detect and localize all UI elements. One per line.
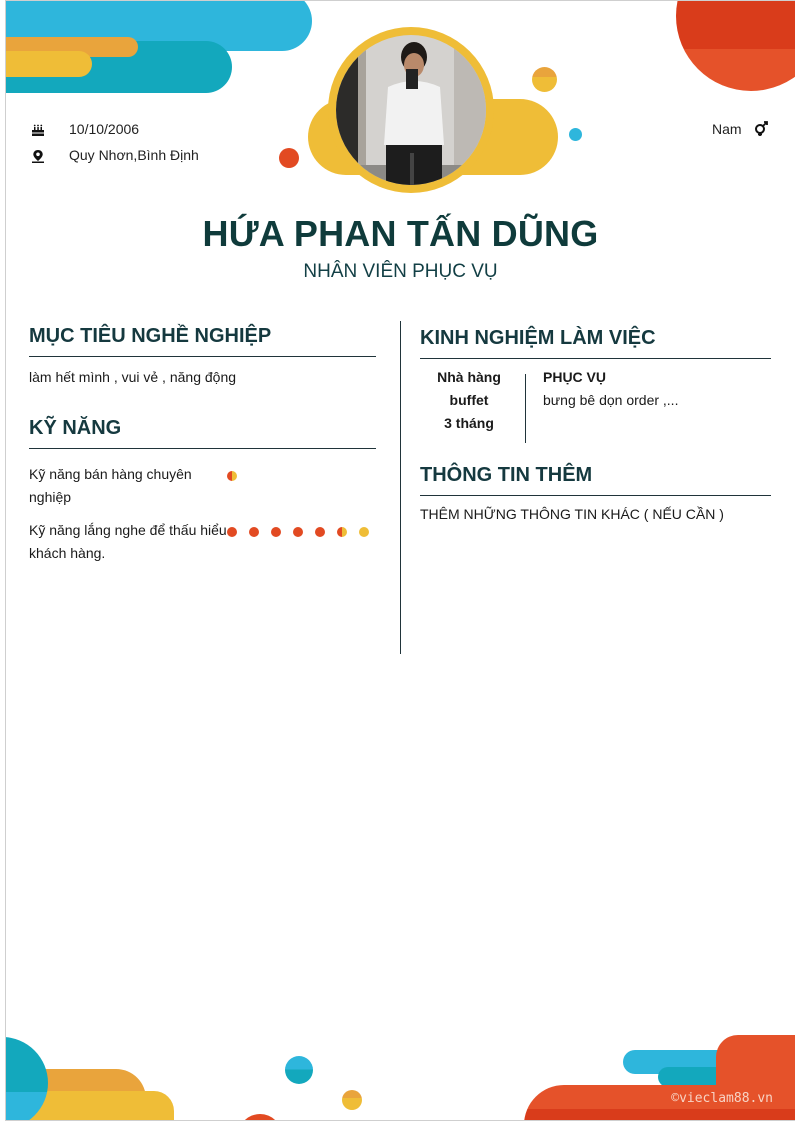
decor-top-left-yellow (5, 51, 92, 77)
skill-dot (337, 471, 347, 481)
skill-dot (249, 471, 259, 481)
decor-bottom-half-red (238, 1114, 282, 1121)
candidate-name: HỨA PHAN TẤN DŨNG (202, 213, 599, 254)
map-pin-icon (30, 148, 46, 164)
skill-dot (227, 527, 237, 537)
decor-dot-red (279, 148, 299, 168)
skill-rating (227, 471, 369, 481)
skill-dot (315, 471, 325, 481)
skill-dot (359, 471, 369, 481)
skills-heading: KỸ NĂNG (29, 417, 122, 439)
experience-rule (420, 358, 771, 359)
objective-text: làm hết mình , vui vẻ , năng động (29, 369, 237, 385)
experience-divider (525, 374, 526, 443)
skill-name-line: Kỹ năng lắng nghe để thấu hiểu (29, 522, 227, 538)
experience-description: bưng bê dọn order ,... (543, 392, 679, 408)
skill-name (29, 463, 224, 509)
extra-info-text: THÊM NHỮNG THÔNG TIN KHÁC ( NẾU CẦN ) (420, 506, 724, 522)
extra-info-rule (420, 495, 771, 496)
decor-dot-yellow (532, 67, 557, 92)
watermark: ©vieclam88.vn (671, 1091, 773, 1106)
experience-position: PHỤC VỤ (543, 369, 607, 385)
location-text: Quy Nhơn,Bình Định (69, 147, 199, 163)
experience-heading: KINH NGHIỆM LÀM VIỆC (420, 327, 656, 349)
skill-name-line: nghiệp (29, 489, 72, 505)
cv-page (5, 0, 795, 1121)
company-name-line: buffet (449, 392, 489, 408)
skill-dot (293, 527, 303, 537)
decor-top-right-circle (676, 0, 795, 91)
column-divider (400, 321, 401, 654)
gender-icon (753, 121, 769, 137)
objective-rule (29, 356, 376, 357)
extra-info-heading: THÔNG TIN THÊM (420, 464, 593, 486)
decor-bottom-left-yellow (26, 1091, 174, 1121)
cake-icon (30, 122, 46, 138)
skill-name-line: Kỹ năng bán hàng chuyên (29, 466, 192, 482)
decor-dot-cyan (569, 128, 582, 141)
avatar-photo (336, 35, 486, 185)
company-name-line: Nhà hàng (437, 369, 501, 385)
skill-name-line: khách hàng. (29, 545, 106, 561)
objective-heading: MỤC TIÊU NGHỀ NGHIỆP (29, 325, 272, 347)
skill-dot (227, 471, 237, 481)
skill-name (29, 519, 229, 565)
experience-meta (420, 366, 518, 435)
skills-rule (29, 448, 376, 449)
skill-dot (293, 471, 303, 481)
skill-dot (271, 527, 281, 537)
skill-rating (227, 527, 369, 537)
skill-dot (337, 527, 347, 537)
skill-dot (271, 471, 281, 481)
job-title: NHÂN VIÊN PHỤC VỤ (303, 261, 498, 282)
gender-text: Nam (712, 121, 742, 137)
avatar (328, 27, 494, 193)
skill-dot (315, 527, 325, 537)
skill-dot (249, 527, 259, 537)
skill-dot (359, 527, 369, 537)
experience-duration: 3 tháng (444, 415, 494, 431)
birthday-text: 10/10/2006 (69, 121, 140, 137)
decor-bottom-dot-yellow (342, 1090, 362, 1110)
decor-bottom-dot-cyan (285, 1056, 313, 1084)
